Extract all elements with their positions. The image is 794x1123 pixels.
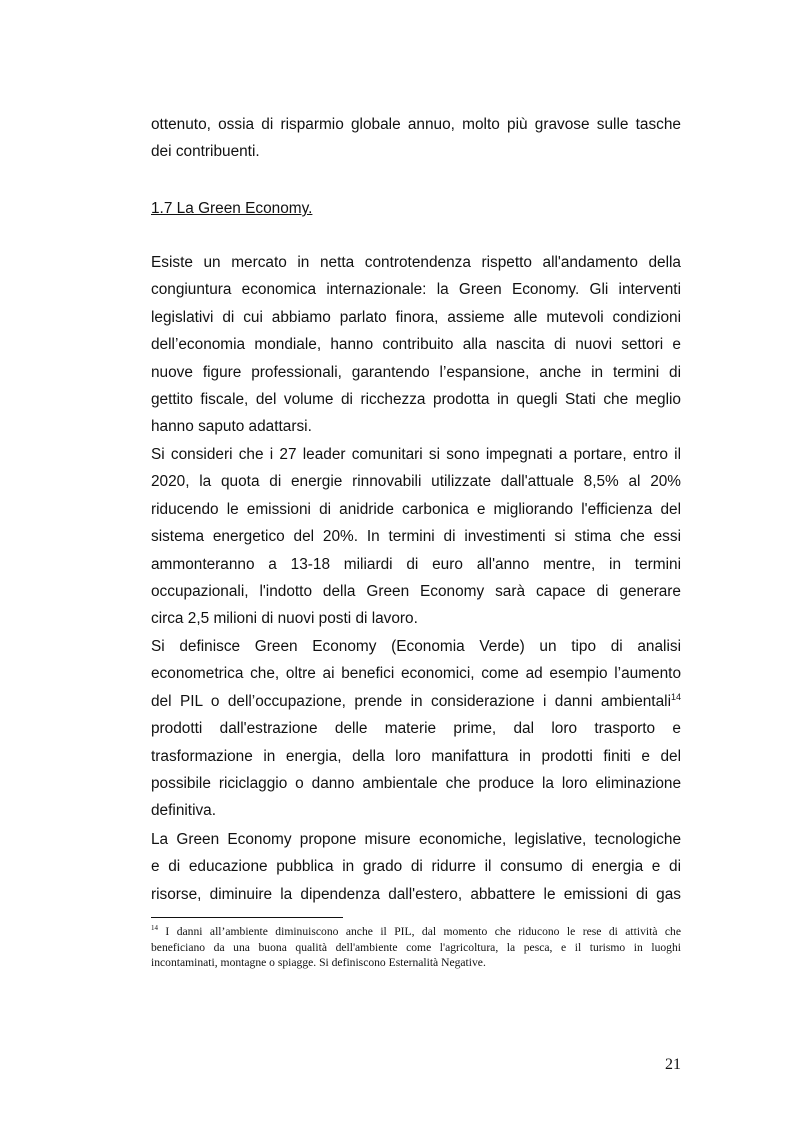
- text-line: Esiste un mercato in netta controtendenza rispetto all'andamento della: [151, 254, 681, 271]
- text-line-content: del PIL o dell’occupazione, prende in considerazione i danni ambientali: [151, 692, 671, 710]
- paragraph-green-economy-market: [151, 249, 681, 441]
- text-line: congiuntura economica internazionale: la Green Economy. Gli interventi: [151, 281, 681, 299]
- footnote-separator: [151, 917, 343, 918]
- footnote-reference[interactable]: 14: [670, 691, 681, 702]
- text-line: possibile riciclaggio o danno ambientale che produce la loro eliminazione: [151, 774, 681, 792]
- text-line: Si consideri che i 27 leader comunitari si sono impegnati a portare, entro il: [151, 446, 681, 463]
- text-line: hanno saputo adattarsi.: [151, 418, 312, 436]
- text-line: La Green Economy propone misure economiche, legislative, tecnologiche: [151, 831, 681, 848]
- text-line: nuove figure professionali, garantendo l’espansione, anche in termini di: [151, 363, 681, 381]
- footnote-number: 14: [151, 924, 158, 933]
- text-line: e di educazione pubblica in grado di ridurre il consumo di energia e di: [151, 858, 681, 876]
- footnote-line: beneficiano da una buona qualità dell'ambiente come l'agricoltura, la pesca, e il turismo in luoghi: [151, 940, 681, 954]
- text-line: dell’economia mondiale, hanno contribuito alla nascita di nuovi settori e: [151, 336, 681, 354]
- text-line: occupazionali, l'indotto della Green Economy sarà capace di generare: [151, 582, 681, 600]
- footnote-line: incontaminati, montagne o spiagge. Si definiscono Esternalità Negative.: [151, 956, 486, 970]
- text-line: Si definisce Green Economy (Economia Verde) un tipo di analisi: [151, 638, 681, 655]
- text-line: 2020, la quota di energie rinnovabili utilizzate dall'attuale 8,5% al 20%: [151, 473, 681, 491]
- paragraph-measures: [151, 826, 681, 908]
- text-line: definitiva.: [151, 802, 217, 820]
- text-line: ammonteranno a 13-18 miliardi di euro all'anno mentre, in termini: [151, 555, 681, 573]
- text-line: circa 2,5 milioni di nuovi posti di lavoro.: [151, 610, 418, 628]
- text-line: trasformazione in energia, della loro manifattura in prodotti finiti e del: [151, 747, 681, 765]
- text-line: ottenuto, ossia di risparmio globale annuo, molto più gravose sulle tasche: [151, 116, 681, 133]
- text-line: econometrica che, oltre ai benefici economici, come ad esempio l’aumento: [151, 665, 681, 683]
- text-line: prodotti dall'estrazione delle materie prime, dal loro trasporto e: [151, 720, 681, 738]
- section-heading: 1.7 La Green Economy.: [151, 200, 313, 217]
- text-line: gettito fiscale, del volume di ricchezza prodotta in quegli Stati che meglio: [151, 390, 681, 408]
- intro-paragraph: [151, 111, 681, 166]
- paragraph-definition: [151, 633, 681, 825]
- footnote-text: I danni all’ambiente diminuiscono anche il PIL, dal momento che riducono le rese di attività che: [158, 925, 681, 938]
- text-line: dei contribuenti.: [151, 143, 260, 161]
- text-line: legislativi di cui abbiamo parlato finora, assieme alle mutevoli condizioni: [151, 308, 681, 326]
- paragraph-eu-targets: [151, 441, 681, 633]
- page-number: 21: [665, 1056, 681, 1073]
- footnote: [151, 924, 681, 971]
- text-line: riducendo le emissioni di anidride carbonica e migliorando l'efficienza del: [151, 500, 681, 518]
- text-line: sistema energetico del 20%. In termini di investimenti si stima che essi: [151, 528, 681, 546]
- text-line: risorse, diminuire la dipendenza dall'estero, abbattere le emissioni di gas: [151, 885, 681, 903]
- footnote-line: [151, 924, 681, 940]
- text-line: [151, 688, 681, 715]
